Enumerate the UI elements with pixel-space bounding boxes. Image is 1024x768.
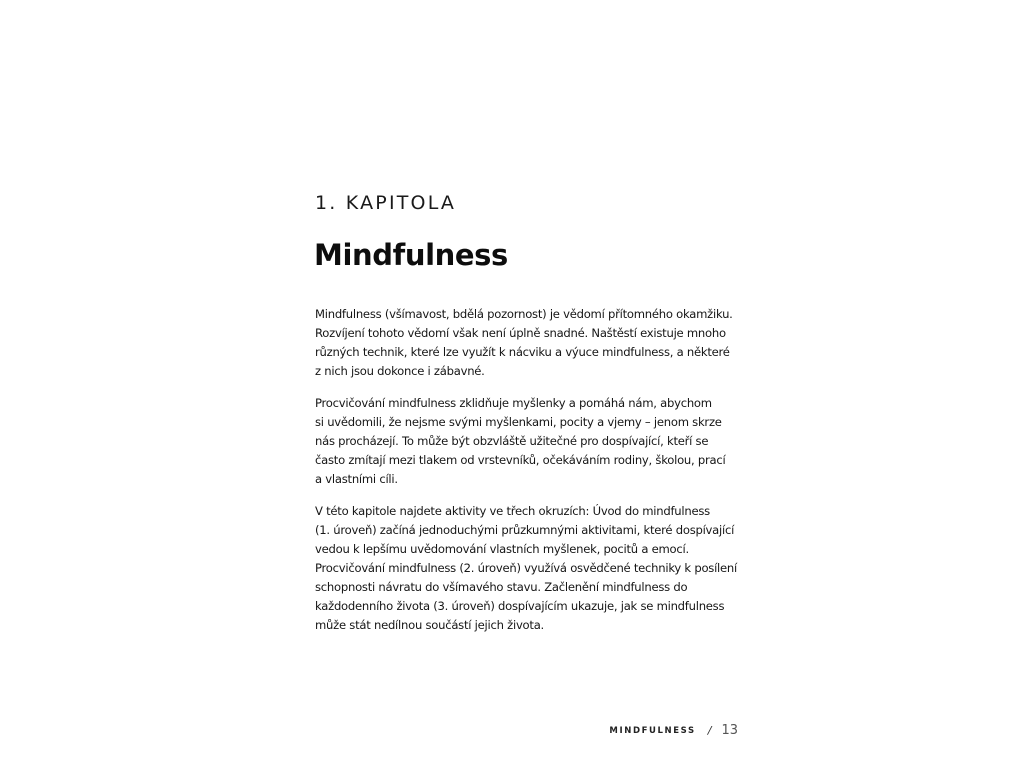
text-line: Procvičování mindfulness zklidňuje myšlenky a pomáhá nám, abychom	[315, 396, 712, 410]
text-line: schopnosti návratu do všímavého stavu. Začlenění mindfulness do	[315, 580, 688, 594]
text-line: různých technik, které lze využít k nácviku a výuce mindfulness, a některé	[315, 345, 730, 359]
text-line: Rozvíjení tohoto vědomí však není úplně snadné. Naštěstí existuje mnoho	[315, 326, 726, 340]
text-line: může stát nedílnou součástí jejich života.	[315, 618, 544, 632]
paragraph-2	[315, 394, 755, 489]
text-line: si uvědomili, že nejsme svými myšlenkami, pocity a vjemy – jenom skrze	[315, 415, 722, 429]
paragraph-1	[315, 305, 755, 381]
text-line: a vlastními cíli.	[315, 472, 398, 486]
text-line: (1. úroveň) začíná jednoduchými průzkumnými aktivitami, které dospívající	[315, 523, 735, 537]
page-number: 13	[721, 723, 738, 738]
text-line: Mindfulness (všímavost, bdělá pozornost) je vědomí přítomného okamžiku.	[315, 307, 733, 321]
text-line: Procvičování mindfulness (2. úroveň) využívá osvědčené techniky k posílení	[315, 561, 737, 575]
text-line: z nich jsou dokonce i zábavné.	[315, 364, 485, 378]
footer-separator: /	[707, 724, 712, 737]
text-line: často zmítají mezi tlakem od vrstevníků, očekáváním rodiny, školou, prací	[315, 453, 726, 467]
page-footer	[609, 723, 738, 738]
text-line: vedou k lepšímu uvědomování vlastních myšlenek, pocitů a emocí.	[315, 542, 689, 556]
text-line: V této kapitole najdete aktivity ve třech okruzích: Úvod do mindfulness	[315, 504, 710, 518]
text-line: každodenního života (3. úroveň) dospívajícím ukazuje, jak se mindfulness	[315, 599, 725, 613]
chapter-body	[315, 305, 755, 648]
chapter-title: Mindfulness	[314, 238, 508, 272]
paragraph-3	[315, 502, 755, 635]
chapter-label: 1. KAPITOLA	[315, 192, 457, 214]
text-line: nás procházejí. To může být obzvláště užitečné pro dospívající, kteří se	[315, 434, 709, 448]
running-title: MINDFULNESS	[609, 725, 696, 736]
